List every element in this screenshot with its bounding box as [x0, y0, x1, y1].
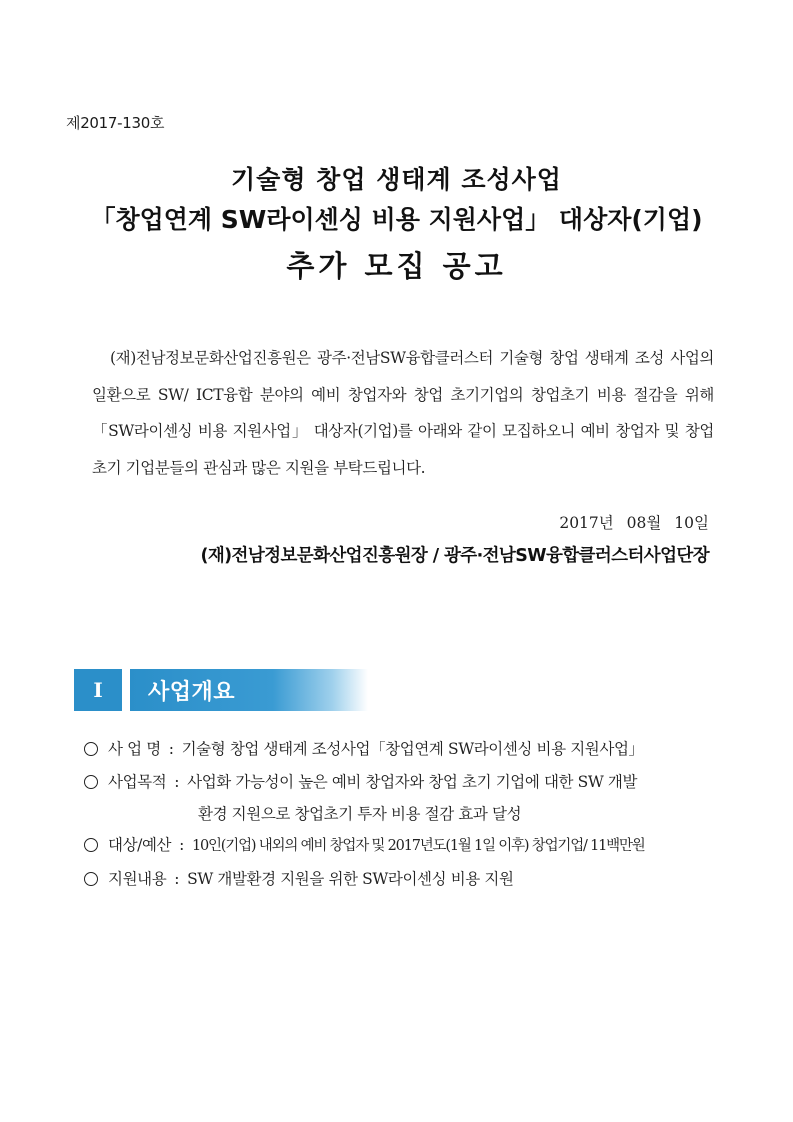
item-label: 대상/예산 [108, 836, 172, 854]
title-line-1: 기술형 창업 생태계 조성사업 [231, 165, 562, 194]
item-separator: : [168, 740, 174, 758]
item-value: SW 개발환경 지원을 위한 SW라이센싱 비용 지원 [187, 870, 514, 888]
list-item [84, 863, 724, 896]
section-number: I [74, 669, 122, 711]
intro-paragraph: (재)전남정보문화산업진흥원은 광주·전남SW융합클러스터 기술형 창업 생태계 조성 사업의 일환으로 SW/ ICT융합 분야의 예비 창업자와 창업 초기기업의 창업초기 비용 절감을 위해 「SW라이센싱 비용 지원사업」 대상자(기업)를 아래와 같이 모집하오니 예비 창업자 및 창업 초기 기업분들의 관심과 많은 지원을 부탁드립니다. [92, 349, 714, 477]
item-continuation: 환경 지원으로 창업초기 투자 비용 절감 효과 달성 [198, 805, 522, 823]
document-number: 제2017-130호 [66, 114, 165, 132]
circle-bullet-icon [84, 838, 98, 852]
issuer-signature: (재)전남정보문화산업진흥원장 / 광주·전남SW융합클러스터사업단장 [200, 546, 709, 566]
item-value: 사업화 가능성이 높은 예비 창업자와 창업 초기 기업에 대한 SW 개발 [187, 773, 638, 791]
announcement-date: 2017년 08월 10일 [559, 514, 709, 532]
title-line-2: 「창업연계 SW라이센싱 비용 지원사업」 대상자(기업) [90, 205, 703, 234]
item-label: 사업목적 [108, 773, 167, 791]
circle-bullet-icon [84, 872, 98, 886]
item-label: 사 업 명 [108, 740, 161, 758]
section-divider [122, 669, 130, 711]
item-separator: : [174, 870, 180, 888]
section-header [74, 669, 368, 711]
circle-bullet-icon [84, 742, 98, 756]
title-line-3: 추가 모집 공고 [286, 249, 507, 283]
list-item [84, 829, 724, 863]
list-item [84, 766, 724, 799]
announcement-title [0, 162, 793, 288]
list-item [84, 733, 724, 766]
item-value: 기술형 창업 생태계 조성사업「창업연계 SW라이센싱 비용 지원사업」 [181, 740, 644, 758]
section-title: 사업개요 [130, 669, 368, 711]
overview-list [84, 733, 724, 896]
circle-bullet-icon [84, 775, 98, 789]
item-separator: : [174, 773, 180, 791]
item-separator: : [179, 836, 184, 854]
item-label: 지원내용 [108, 870, 167, 888]
item-value: 10인(기업) 내외의 예비 창업자 및 2017년도(1월 1일 이후) 창업기업/ 11백만원 [191, 838, 645, 854]
